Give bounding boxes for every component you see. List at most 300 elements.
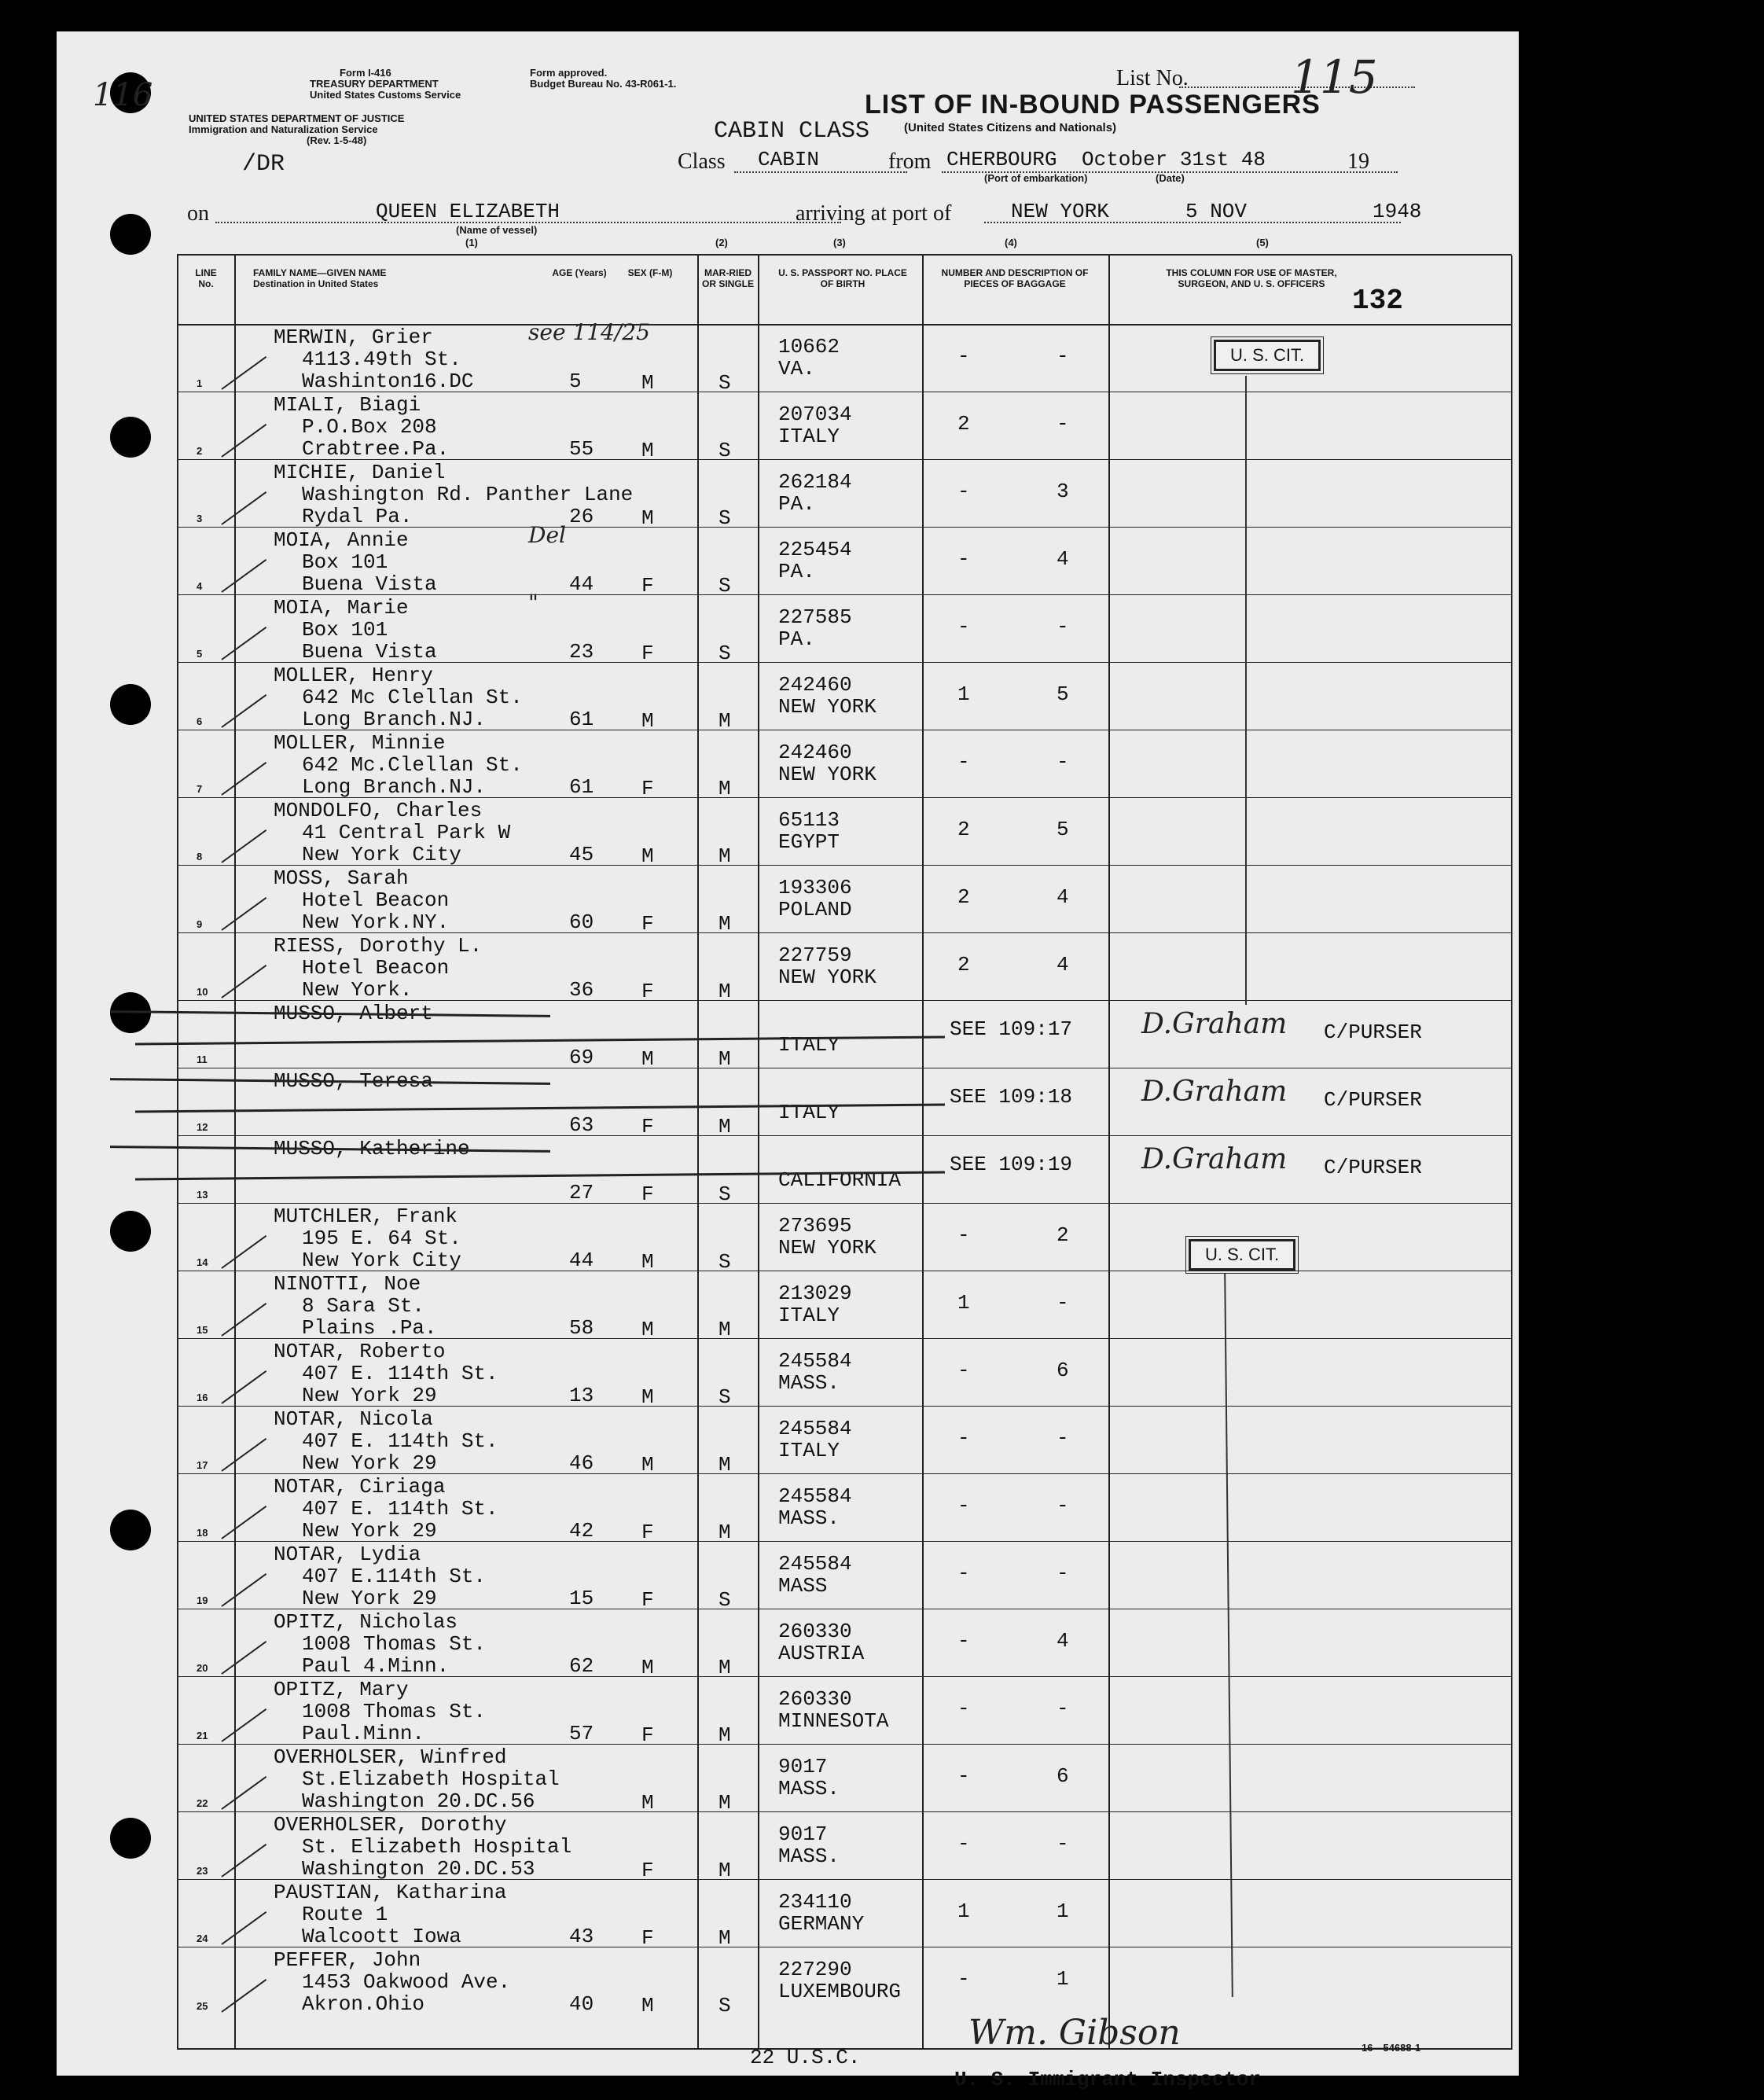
address-line: Box 101 xyxy=(302,618,388,642)
baggage-count: 2 xyxy=(957,885,970,909)
marital-status: S xyxy=(718,371,731,395)
baggage-count: 1 xyxy=(957,1900,970,1923)
column-header-passport: U. S. PASSPORT NO. PLACE OF BIRTH xyxy=(778,267,907,289)
marital-status: M xyxy=(718,777,731,800)
check-mark xyxy=(221,897,266,931)
address-line: Plains .Pa. xyxy=(302,1316,437,1340)
line-number: 4 xyxy=(197,580,203,592)
line-number: 10 xyxy=(197,986,208,998)
see-reference: SEE 109:17 xyxy=(950,1017,1073,1041)
line-number: 1 xyxy=(197,377,203,389)
passenger-name: MOIA, Marie xyxy=(274,596,409,620)
line-number: 3 xyxy=(197,513,203,524)
passport-number: 227585 xyxy=(778,605,852,629)
passenger-name: MOIA, Annie xyxy=(274,528,409,552)
baggage-count: - xyxy=(957,1561,970,1585)
passport-number: 245584 xyxy=(778,1417,852,1440)
baggage-count: 2 xyxy=(957,412,970,436)
check-mark xyxy=(221,1708,266,1742)
passport-number: 260330 xyxy=(778,1620,852,1643)
on-label: on xyxy=(187,201,209,226)
address-line: New York 29 xyxy=(302,1519,437,1543)
marital-status: S xyxy=(718,1182,731,1206)
marital-status: M xyxy=(718,1859,731,1882)
place-of-birth: MASS xyxy=(778,1574,828,1598)
marital-status: M xyxy=(718,980,731,1003)
list-number-label: List No. xyxy=(1116,66,1189,90)
marital-status: S xyxy=(718,1588,731,1612)
sex-value: M xyxy=(641,709,654,733)
baggage-description: - xyxy=(1057,1426,1069,1450)
line-number: 25 xyxy=(197,2000,208,2012)
check-mark xyxy=(221,1303,266,1337)
passport-number: 193306 xyxy=(778,876,852,899)
age-value: 63 xyxy=(569,1113,594,1137)
table-row xyxy=(57,522,1519,598)
marital-status: S xyxy=(718,439,731,462)
column-header-married: MAR-RIED OR SINGLE xyxy=(701,267,754,289)
sex-value: M xyxy=(641,1047,654,1071)
vessel-caption: (Name of vessel) xyxy=(456,224,538,236)
passenger-name: PAUSTIAN, Katharina xyxy=(274,1881,507,1904)
column-header-baggage: NUMBER AND DESCRIPTION OF PIECES OF BAGGAGE xyxy=(941,267,1089,289)
address-line: Long Branch.NJ. xyxy=(302,775,487,799)
passport-number: 262184 xyxy=(778,470,852,494)
baggage-count: 2 xyxy=(957,818,970,841)
address-line: New York.NY. xyxy=(302,910,450,934)
age-value: 42 xyxy=(569,1519,594,1543)
sex-value: M xyxy=(641,844,654,868)
check-mark xyxy=(221,559,266,593)
passenger-name: OVERHOLSER, Dorothy xyxy=(274,1813,507,1837)
age-value: 61 xyxy=(569,775,594,799)
age-value: 60 xyxy=(569,910,594,934)
see-reference: SEE 109:19 xyxy=(950,1153,1073,1176)
table-row xyxy=(57,1002,1519,1069)
check-mark xyxy=(221,762,266,796)
sex-value: F xyxy=(641,1115,654,1138)
passenger-name: MUTCHLER, Frank xyxy=(274,1204,458,1228)
check-mark xyxy=(221,1506,266,1539)
check-mark xyxy=(221,1844,266,1877)
age-value: 46 xyxy=(569,1451,594,1475)
line-number: 15 xyxy=(197,1324,208,1336)
baggage-description: - xyxy=(1057,1494,1069,1517)
passport-number: 207034 xyxy=(778,403,852,426)
baggage-description: 4 xyxy=(1057,1629,1069,1653)
table-row xyxy=(57,590,1519,665)
arriving-label: arriving at port of xyxy=(796,201,952,226)
place-of-birth: VA. xyxy=(778,357,815,381)
passenger-name: MIALI, Biagi xyxy=(274,393,421,417)
sex-value: F xyxy=(641,1182,654,1206)
passport-number: 273695 xyxy=(778,1214,852,1238)
date-caption: (Date) xyxy=(1156,172,1185,184)
place-of-birth: ITALY xyxy=(778,425,840,448)
address-line: Paul.Minn. xyxy=(302,1722,425,1745)
check-mark xyxy=(221,965,266,999)
place-of-birth: ITALY xyxy=(778,1033,840,1057)
line-number: 23 xyxy=(197,1865,208,1877)
age-value: 15 xyxy=(569,1587,594,1610)
address-line: Paul 4.Minn. xyxy=(302,1654,450,1678)
passport-number: 65113 xyxy=(778,808,840,832)
place-of-birth: PA. xyxy=(778,492,815,516)
check-mark xyxy=(221,1438,266,1472)
baggage-description: 1 xyxy=(1057,1900,1069,1923)
passenger-name: NINOTTI, Noe xyxy=(274,1272,421,1296)
sex-value: F xyxy=(641,980,654,1003)
baggage-description: 4 xyxy=(1057,547,1069,571)
baggage-count: - xyxy=(957,1426,970,1450)
line-number: 18 xyxy=(197,1527,208,1539)
baggage-description: 5 xyxy=(1057,682,1069,706)
address-line: Walcoott Iowa xyxy=(302,1925,461,1948)
us-citizen-stamp: U. S. CIT. xyxy=(1214,340,1321,371)
sex-value: M xyxy=(641,439,654,462)
passenger-name: NOTAR, Nicola xyxy=(274,1407,433,1431)
baggage-description: 4 xyxy=(1057,953,1069,976)
check-mark xyxy=(221,627,266,660)
sex-value: M xyxy=(641,371,654,395)
immigration-service: Immigration and Naturalization Service xyxy=(189,123,378,135)
address-line: 195 E. 64 St. xyxy=(302,1227,461,1250)
line-number: 6 xyxy=(197,715,203,727)
print-code: 16—54688-1 xyxy=(1362,2042,1421,2054)
table-row xyxy=(57,934,1519,1002)
table-row xyxy=(57,1948,1519,2016)
sheet-count: 132 xyxy=(1352,285,1403,317)
line-number: 20 xyxy=(197,1662,208,1674)
sex-value: F xyxy=(641,1723,654,1747)
handwritten-note: see 114/25 xyxy=(528,319,650,345)
table-row xyxy=(57,731,1519,799)
table-row xyxy=(57,1543,1519,1610)
address-line: 41 Central Park W xyxy=(302,821,511,844)
passport-number: 227759 xyxy=(778,943,852,967)
baggage-count: - xyxy=(957,615,970,638)
baggage-description: - xyxy=(1057,412,1069,436)
cabin-class-stamp: CABIN CLASS xyxy=(714,118,870,145)
baggage-count: - xyxy=(957,344,970,368)
line-number: 16 xyxy=(197,1392,208,1403)
place-of-birth: ITALY xyxy=(778,1304,840,1327)
line-number: 24 xyxy=(197,1933,208,1944)
purser-title: C/PURSER xyxy=(1324,1156,1422,1179)
customs-service: United States Customs Service xyxy=(310,89,461,101)
check-mark xyxy=(221,491,266,525)
purser-title: C/PURSER xyxy=(1324,1088,1422,1112)
baggage-description: 6 xyxy=(1057,1359,1069,1382)
baggage-count: - xyxy=(957,547,970,571)
address-line: Hotel Beacon xyxy=(302,888,450,912)
marital-status: M xyxy=(718,1791,731,1815)
age-value: 61 xyxy=(569,708,594,731)
purser-signature: D.Graham xyxy=(1141,1076,1288,1108)
place-of-birth: ITALY xyxy=(778,1101,840,1124)
age-value: 43 xyxy=(569,1925,594,1948)
age-value: 26 xyxy=(569,505,594,528)
passport-number: 9017 xyxy=(778,1755,828,1778)
place-of-birth: GERMANY xyxy=(778,1912,865,1936)
sex-value: M xyxy=(641,1994,654,2017)
check-mark xyxy=(221,694,266,728)
table-row xyxy=(57,1069,1519,1137)
place-of-birth: LUXEMBOURG xyxy=(778,1980,902,2003)
marital-status: M xyxy=(718,1723,731,1747)
passenger-name: OVERHOLSER, Winfred xyxy=(274,1745,507,1769)
line-number: 11 xyxy=(197,1054,208,1065)
place-of-birth: MASS. xyxy=(778,1371,840,1395)
passenger-name: NOTAR, Roberto xyxy=(274,1340,446,1363)
see-reference: SEE 109:18 xyxy=(950,1085,1073,1109)
baggage-description: 1 xyxy=(1057,1967,1069,1991)
marital-status: M xyxy=(718,1926,731,1950)
baggage-description: - xyxy=(1057,1697,1069,1720)
column-header-age: AGE (Years) xyxy=(552,267,607,278)
passenger-name: RIESS, Dorothy L. xyxy=(274,934,483,958)
line-number: 13 xyxy=(197,1189,208,1201)
address-line: 8 Sara St. xyxy=(302,1294,425,1318)
sex-value: F xyxy=(641,1859,654,1882)
table-row xyxy=(57,1340,1519,1407)
passenger-name: MONDOLFO, Charles xyxy=(274,799,483,822)
place-of-birth: AUSTRIA xyxy=(778,1642,865,1665)
baggage-description: 6 xyxy=(1057,1764,1069,1788)
marital-status: M xyxy=(718,1656,731,1679)
line-number: 17 xyxy=(197,1459,208,1471)
page-title: LIST OF IN-BOUND PASSENGERS xyxy=(865,90,1321,120)
address-line: P.O.Box 208 xyxy=(302,415,437,439)
address-line: Crabtree.Pa. xyxy=(302,437,450,461)
age-value: 55 xyxy=(569,437,594,461)
marital-status: M xyxy=(718,1318,731,1341)
passport-number: 234110 xyxy=(778,1890,852,1914)
class-value: CABIN xyxy=(758,148,820,171)
sex-value: F xyxy=(641,912,654,936)
place-of-birth: MASS. xyxy=(778,1777,840,1800)
baggage-count: - xyxy=(957,1967,970,1991)
table-row xyxy=(57,799,1519,866)
passenger-name: MICHIE, Daniel xyxy=(274,461,446,484)
baggage-count: - xyxy=(957,480,970,503)
port-of-embarkation: CHERBOURG xyxy=(946,148,1057,171)
address-line: 642 Mc Clellan St. xyxy=(302,686,523,709)
place-of-birth: PA. xyxy=(778,560,815,583)
column-header-sex: SEX (F-M) xyxy=(627,267,673,278)
table-row xyxy=(57,1881,1519,1948)
column-header-line: LINE No. xyxy=(195,267,217,289)
table-row xyxy=(57,1475,1519,1543)
check-mark xyxy=(221,829,266,863)
address-line: Buena Vista xyxy=(302,572,437,596)
baggage-description: - xyxy=(1057,750,1069,774)
arrival-year: 1948 xyxy=(1373,200,1422,223)
table-row xyxy=(57,461,1519,528)
age-value: 58 xyxy=(569,1316,594,1340)
column-number: (1) xyxy=(465,237,478,248)
year-suffix: 19 xyxy=(1347,149,1369,174)
check-mark xyxy=(221,424,266,458)
age-value: 45 xyxy=(569,843,594,866)
line-number: 2 xyxy=(197,445,203,457)
baggage-count: 2 xyxy=(957,953,970,976)
column-header-officers: THIS COLUMN FOR USE OF MASTER, SURGEON, AND U. S. OFFICERS xyxy=(1166,267,1337,289)
form-approved: Form approved. xyxy=(530,67,608,79)
column-number: (4) xyxy=(1005,237,1017,248)
passport-number: 10662 xyxy=(778,335,840,359)
baggage-count: - xyxy=(957,1629,970,1653)
table-row xyxy=(57,1407,1519,1475)
check-mark xyxy=(221,1641,266,1675)
address-line: 4113.49th St. xyxy=(302,348,461,371)
address-line: New York 29 xyxy=(302,1587,437,1610)
address-line: New York City xyxy=(302,1249,461,1272)
address-line: St. Elizabeth Hospital xyxy=(302,1835,572,1859)
baggage-count: - xyxy=(957,750,970,774)
address-line: Box 101 xyxy=(302,550,388,574)
line-number: 7 xyxy=(197,783,203,795)
age-value: 44 xyxy=(569,1249,594,1272)
place-of-birth: NEW YORK xyxy=(778,965,876,989)
place-of-birth: MASS. xyxy=(778,1844,840,1868)
address-line: Washington 20.DC.53 xyxy=(302,1857,535,1881)
check-mark xyxy=(221,1776,266,1810)
sex-value: M xyxy=(641,506,654,530)
marital-status: S xyxy=(718,574,731,598)
address-line: Buena Vista xyxy=(302,640,437,664)
page-subtitle: (United States Citizens and Nationals) xyxy=(904,121,1117,134)
marital-status: S xyxy=(718,1994,731,2017)
table-row xyxy=(57,1137,1519,1204)
address-line: 1453 Oakwood Ave. xyxy=(302,1970,511,1994)
purser-title: C/PURSER xyxy=(1324,1021,1422,1044)
sex-value: F xyxy=(641,777,654,800)
revision: (Rev. 1-5-48) xyxy=(307,134,367,146)
passport-number: 227290 xyxy=(778,1958,852,1981)
place-of-birth: POLAND xyxy=(778,898,852,921)
passenger-name: PEFFER, John xyxy=(274,1948,421,1972)
line-number: 21 xyxy=(197,1730,208,1741)
embarkation-date: October 31st 48 xyxy=(1082,148,1266,171)
sex-value: F xyxy=(641,1521,654,1544)
check-mark xyxy=(221,1911,266,1945)
table-row xyxy=(57,1272,1519,1340)
age-value: 57 xyxy=(569,1722,594,1745)
check-mark xyxy=(221,1370,266,1404)
sex-value: M xyxy=(641,1453,654,1477)
us-citizen-stamp: U. S. CIT. xyxy=(1189,1239,1295,1271)
place-of-birth: CALIFORNIA xyxy=(778,1168,902,1192)
table-top-border xyxy=(177,254,1512,256)
address-line: Washington Rd. Panther Lane xyxy=(302,483,634,506)
baggage-description: - xyxy=(1057,615,1069,638)
place-of-birth: MASS. xyxy=(778,1506,840,1530)
baggage-count: 1 xyxy=(957,682,970,706)
column-number: (5) xyxy=(1256,237,1269,248)
address-line: New York 29 xyxy=(302,1451,437,1475)
from-label: from xyxy=(888,149,932,174)
line-number: 19 xyxy=(197,1594,208,1606)
table-row xyxy=(57,664,1519,731)
sex-value: M xyxy=(641,1656,654,1679)
baggage-description: - xyxy=(1057,344,1069,368)
check-mark xyxy=(221,1573,266,1607)
check-mark xyxy=(221,356,266,390)
passenger-name: NOTAR, Ciriaga xyxy=(274,1475,446,1499)
usc-reference: 22 U.S.C. xyxy=(750,2046,861,2069)
passport-number: 242460 xyxy=(778,741,852,764)
table-row xyxy=(57,1813,1519,1881)
line-number: 22 xyxy=(197,1797,208,1809)
purser-signature: D.Graham xyxy=(1141,1143,1288,1175)
age-value: 36 xyxy=(569,978,594,1002)
marital-status: M xyxy=(718,1047,731,1071)
address-line: Long Branch.NJ. xyxy=(302,708,487,731)
passport-number: 9017 xyxy=(778,1822,828,1846)
inspector-title: U. S. Immigrant Inspector xyxy=(954,2068,1262,2091)
baggage-count: - xyxy=(957,1764,970,1788)
table-row xyxy=(57,866,1519,934)
place-of-birth: ITALY xyxy=(778,1439,840,1462)
address-line: 642 Mc.Clellan St. xyxy=(302,753,523,777)
address-line: Hotel Beacon xyxy=(302,956,450,980)
baggage-count: - xyxy=(957,1223,970,1247)
age-value: 13 xyxy=(569,1384,594,1407)
binder-hole xyxy=(110,214,151,255)
address-line: 407 E. 114th St. xyxy=(302,1497,498,1521)
column-number: (2) xyxy=(715,237,728,248)
place-of-birth: NEW YORK xyxy=(778,1236,876,1260)
marital-status: S xyxy=(718,1385,731,1409)
marital-status: M xyxy=(718,709,731,733)
passenger-name: MOSS, Sarah xyxy=(274,866,409,890)
age-value: 69 xyxy=(569,1046,594,1069)
passport-number: 260330 xyxy=(778,1687,852,1711)
table-row xyxy=(57,1610,1519,1678)
arrival-date: 5 NOV xyxy=(1185,200,1248,223)
table-row xyxy=(57,1678,1519,1745)
baggage-description: 4 xyxy=(1057,885,1069,909)
port-caption: (Port of embarkation) xyxy=(984,172,1088,184)
baggage-count: - xyxy=(957,1697,970,1720)
form-number: Form I-416 xyxy=(340,67,391,79)
age-value: 44 xyxy=(569,572,594,596)
baggage-description: 3 xyxy=(1057,480,1069,503)
passport-number: 225454 xyxy=(778,538,852,561)
address-line: New York. xyxy=(302,978,413,1002)
marital-status: M xyxy=(718,1453,731,1477)
table-row xyxy=(57,1745,1519,1813)
age-value: 5 xyxy=(569,370,582,393)
place-of-birth: EGYPT xyxy=(778,830,840,854)
marital-status: S xyxy=(718,506,731,530)
sex-value: M xyxy=(641,1791,654,1815)
address-line: New York 29 xyxy=(302,1384,437,1407)
passenger-name: NOTAR, Lydia xyxy=(274,1543,421,1566)
budget-bureau: Budget Bureau No. 43-R061-1. xyxy=(530,78,677,90)
sex-value: M xyxy=(641,1250,654,1274)
marital-status: M xyxy=(718,1115,731,1138)
place-of-birth: PA. xyxy=(778,627,815,651)
address-line: Rydal Pa. xyxy=(302,505,413,528)
inspector-signature: Wm. Gibson xyxy=(968,2013,1181,2053)
table-row xyxy=(57,1204,1519,1272)
address-line: 1008 Thomas St. xyxy=(302,1700,487,1723)
marital-status: S xyxy=(718,642,731,665)
passport-number: 242460 xyxy=(778,673,852,697)
arrival-port: NEW YORK xyxy=(1011,200,1109,223)
